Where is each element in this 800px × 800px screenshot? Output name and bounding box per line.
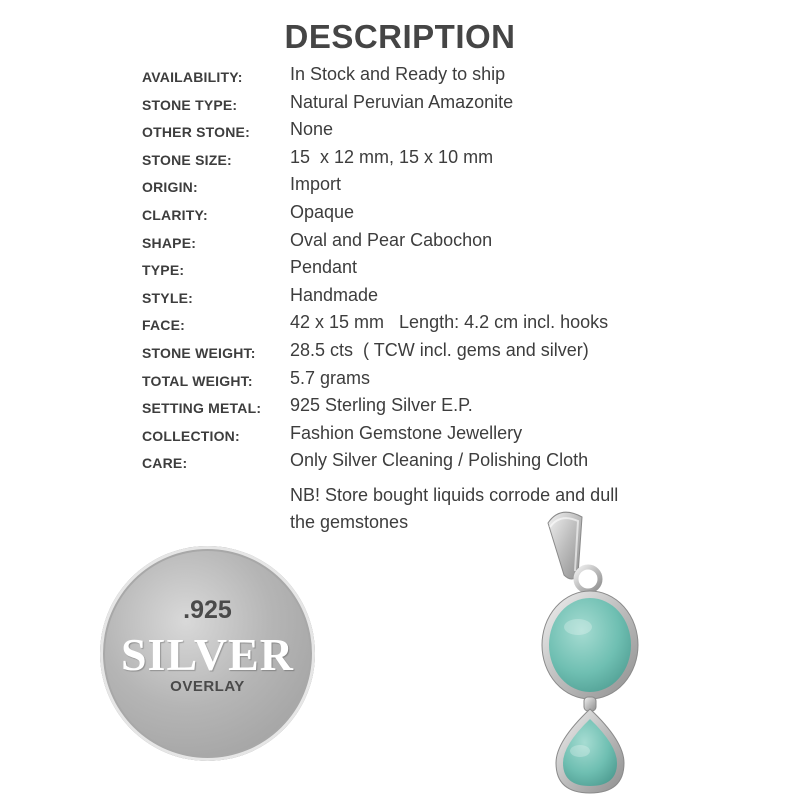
spec-label: STONE SIZE:	[142, 151, 232, 168]
spec-value: 5.7 grams	[290, 367, 371, 388]
page-title: DESCRIPTION	[284, 18, 516, 55]
spec-label: CLARITY:	[142, 206, 208, 223]
spec-label: AVAILABILITY:	[142, 69, 243, 85]
spec-label: TYPE:	[142, 262, 185, 279]
badge-overlay-word: OVERLAY	[170, 678, 245, 695]
spec-label: OTHER STONE:	[142, 124, 250, 141]
badge-purity: .925	[183, 596, 232, 624]
spec-value: Natural Peruvian Amazonite	[290, 91, 514, 112]
oval-stone	[542, 591, 638, 699]
care-note-line: NB! Store bought liquids corrode and dull	[290, 485, 619, 505]
pendant-image	[520, 505, 680, 795]
spec-value: Pendant	[290, 257, 358, 278]
spec-label: COLLECTION:	[142, 427, 240, 444]
spec-value: 15 x 12 mm, 15 x 10 mm	[290, 146, 494, 167]
pendant-jump-ring	[576, 567, 600, 591]
spec-label: SETTING METAL:	[142, 400, 262, 417]
spec-label: TOTAL WEIGHT:	[142, 372, 253, 389]
spec-label: SHAPE:	[142, 234, 197, 251]
spec-label: FACE:	[142, 317, 185, 334]
spec-value: 42 x 15 mm Length: 4.2 cm incl. hooks	[290, 312, 609, 333]
spec-label: STONE WEIGHT:	[142, 344, 256, 361]
spec-value: Opaque	[290, 201, 355, 222]
spec-value: Handmade	[290, 284, 379, 305]
pendant-bail	[548, 512, 582, 579]
spec-value: 28.5 cts ( TCW incl. gems and silver)	[290, 339, 589, 360]
care-note-line: the gemstones	[290, 512, 409, 532]
spec-value: Only Silver Cleaning / Polishing Cloth	[290, 450, 589, 471]
spec-label: STYLE:	[142, 289, 193, 306]
spec-value: In Stock and Ready to ship	[290, 64, 506, 84]
spec-value: None	[290, 119, 334, 140]
spec-label: ORIGIN:	[142, 179, 198, 196]
badge-silver-word: SILVER	[120, 629, 295, 680]
spec-value: Fashion Gemstone Jewellery	[290, 422, 523, 443]
spec-label: CARE:	[142, 455, 188, 472]
pear-stone	[556, 709, 624, 793]
spec-value: Import	[290, 174, 342, 195]
spec-label: STONE TYPE:	[142, 96, 238, 113]
silver-overlay-badge	[100, 546, 315, 761]
spec-value: Oval and Pear Cabochon	[290, 229, 493, 250]
spec-value: 925 Sterling Silver E.P.	[290, 395, 473, 416]
